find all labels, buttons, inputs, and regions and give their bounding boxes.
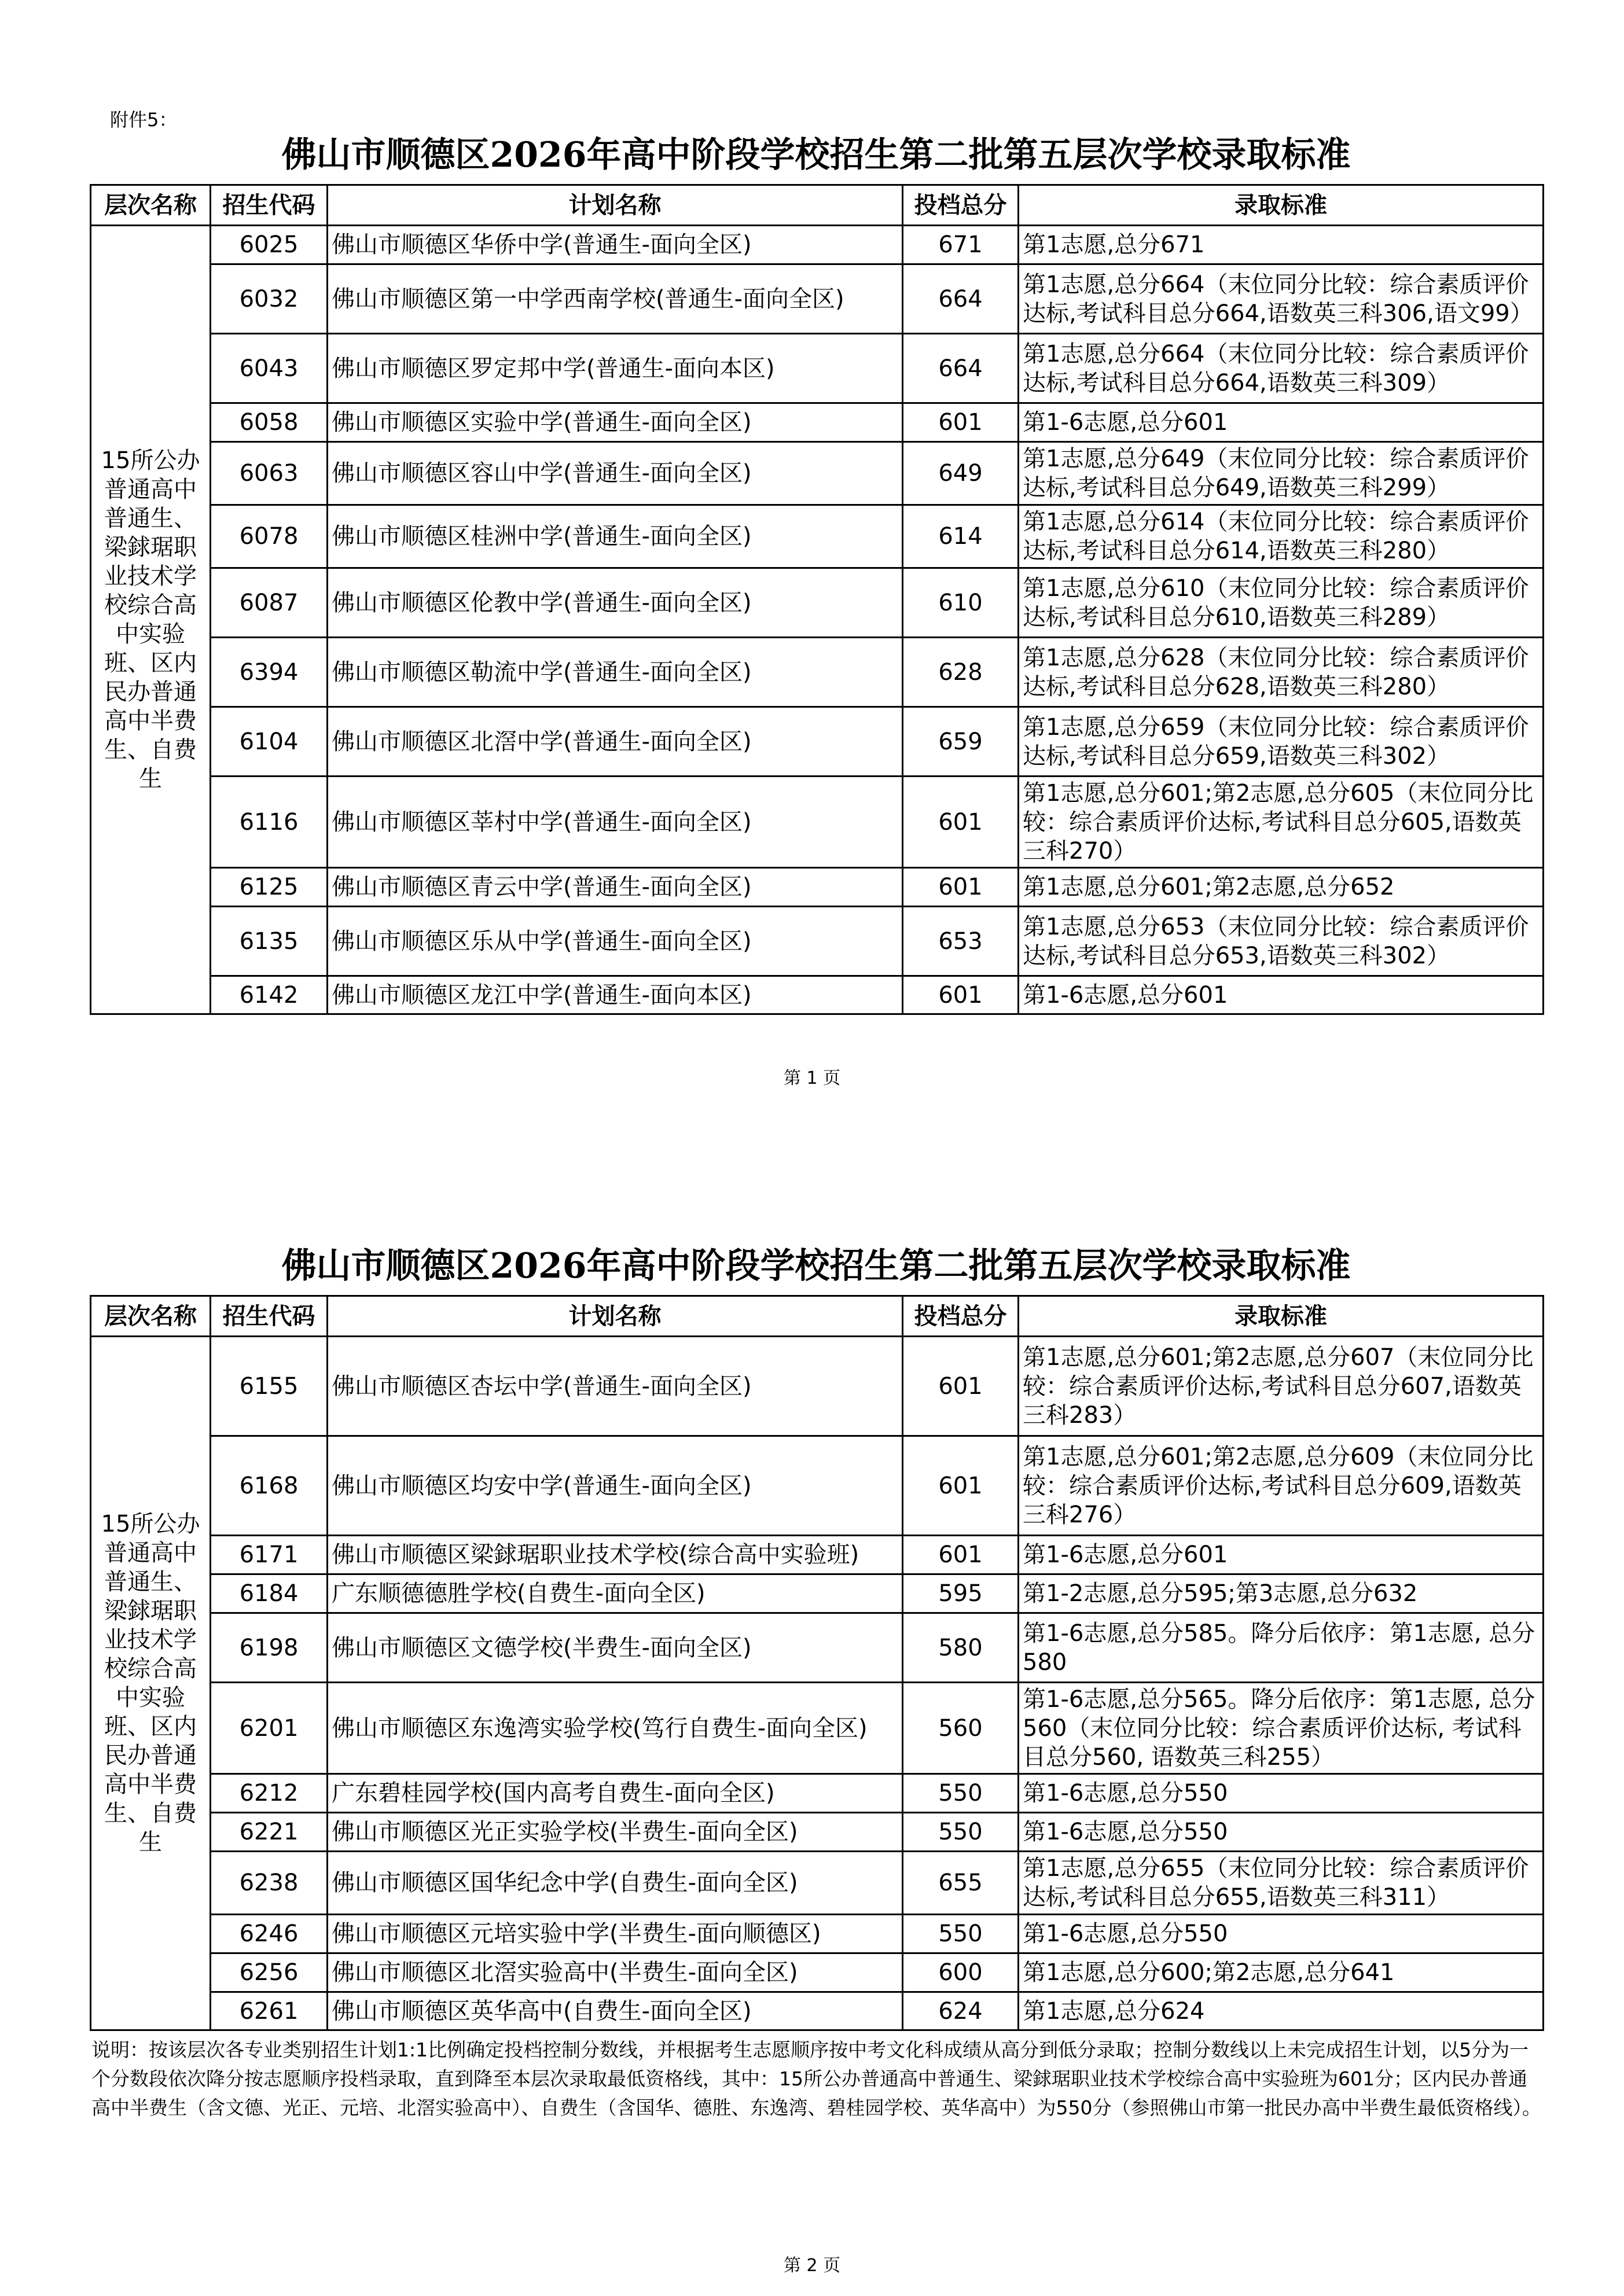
admission-standard: 第1志愿,总分664（末位同分比较：综合素质评价达标,考试科目总分664,语数英三科309）: [1019, 334, 1544, 403]
table-row: [91, 707, 1544, 777]
table-row: [91, 1813, 1544, 1852]
submission-score: 653: [903, 907, 1019, 976]
submission-score: 614: [903, 505, 1019, 568]
admission-standard: 第1-6志愿,总分601: [1019, 1536, 1544, 1574]
enrollment-code: 6125: [211, 868, 328, 907]
level-name-cell: 15所公办普通高中普通生、梁銶琚职业技术学校综合高中实验班、区内民办普通高中半费生、自费生: [91, 1337, 211, 2030]
enrollment-code: 6058: [211, 403, 328, 442]
table-row: [91, 1953, 1544, 1992]
admission-standard: 第1志愿,总分614（末位同分比较：综合素质评价达标,考试科目总分614,语数英三科280）: [1019, 505, 1544, 568]
plan-name: 佛山市顺德区桂洲中学(普通生-面向全区): [328, 505, 903, 568]
attachment-label: 附件5：: [110, 109, 178, 131]
admission-table-page-1: [90, 184, 1544, 1015]
admission-standard: 第1-6志愿,总分601: [1019, 976, 1544, 1014]
page-2-title: 佛山市顺德区2026年高中阶段学校招生第二批第五层次学校录取标准: [281, 1246, 1351, 1286]
admission-standard: 第1-6志愿,总分585。降分后依序：第1志愿, 总分580: [1019, 1613, 1544, 1683]
enrollment-code: 6087: [211, 568, 328, 638]
enrollment-code: 6104: [211, 707, 328, 777]
admission-standard: 第1志愿,总分601;第2志愿,总分652: [1019, 868, 1544, 907]
page-1-title: 佛山市顺德区2026年高中阶段学校招生第二批第五层次学校录取标准: [281, 135, 1351, 175]
table-row: [91, 1574, 1544, 1613]
header-score: 投档总分: [903, 185, 1019, 226]
enrollment-code: 6142: [211, 976, 328, 1014]
plan-name: 佛山市顺德区勒流中学(普通生-面向全区): [328, 638, 903, 707]
plan-name: 佛山市顺德区光正实验学校(半费生-面向全区): [328, 1813, 903, 1852]
page-1-footer: 第 1 页: [783, 1068, 841, 1088]
header-level: 层次名称: [91, 1296, 211, 1337]
admission-standard: 第1-6志愿,总分565。降分后依序：第1志愿, 总分560（末位同分比较：综合素质评价达标, 考试科目总分560, 语数英三科255）: [1019, 1683, 1544, 1774]
plan-name: 广东碧桂园学校(国内高考自费生-面向全区): [328, 1774, 903, 1813]
header-code: 招生代码: [211, 1296, 328, 1337]
admission-standard: 第1志愿,总分601;第2志愿,总分607（末位同分比较：综合素质评价达标,考试科目总分607,语数英三科283）: [1019, 1337, 1544, 1436]
admission-table-page-2: [90, 1295, 1544, 2031]
submission-score: 601: [903, 403, 1019, 442]
submission-score: 550: [903, 1813, 1019, 1852]
table-header-row: [91, 185, 1544, 226]
table-row: [91, 442, 1544, 505]
plan-name: 佛山市顺德区东逸湾实验学校(笃行自费生-面向全区): [328, 1683, 903, 1774]
enrollment-code: 6116: [211, 777, 328, 868]
table-header-row: [91, 1296, 1544, 1337]
header-plan-name: 计划名称: [328, 1296, 903, 1337]
plan-name: 佛山市顺德区均安中学(普通生-面向全区): [328, 1436, 903, 1536]
plan-name: 佛山市顺德区青云中学(普通生-面向全区): [328, 868, 903, 907]
plan-name: 佛山市顺德区乐从中学(普通生-面向全区): [328, 907, 903, 976]
admission-standard: 第1志愿,总分655（末位同分比较：综合素质评价达标,考试科目总分655,语数英三科311）: [1019, 1852, 1544, 1915]
admission-standard: 第1志愿,总分624: [1019, 1992, 1544, 2030]
submission-score: 610: [903, 568, 1019, 638]
submission-score: 600: [903, 1953, 1019, 1992]
plan-name: 广东顺德德胜学校(自费生-面向全区): [328, 1574, 903, 1613]
header-score: 投档总分: [903, 1296, 1019, 1337]
table-row: [91, 505, 1544, 568]
table-row: [91, 403, 1544, 442]
admission-standard: 第1-6志愿,总分601: [1019, 403, 1544, 442]
submission-score: 664: [903, 334, 1019, 403]
table-row: [91, 334, 1544, 403]
submission-score: 601: [903, 976, 1019, 1014]
table-row: [91, 1774, 1544, 1813]
plan-name: 佛山市顺德区莘村中学(普通生-面向全区): [328, 777, 903, 868]
header-plan-name: 计划名称: [328, 185, 903, 226]
table-row: [91, 907, 1544, 976]
admission-standard: 第1志愿,总分649（末位同分比较：综合素质评价达标,考试科目总分649,语数英三科299）: [1019, 442, 1544, 505]
submission-score: 601: [903, 1436, 1019, 1536]
enrollment-code: 6246: [211, 1915, 328, 1953]
page-2-footer: 第 2 页: [783, 2255, 841, 2276]
plan-name: 佛山市顺德区杏坛中学(普通生-面向全区): [328, 1337, 903, 1436]
submission-score: 601: [903, 1337, 1019, 1436]
table-row: [91, 1613, 1544, 1683]
plan-name: 佛山市顺德区国华纪念中学(自费生-面向全区): [328, 1852, 903, 1915]
table-row: [91, 1436, 1544, 1536]
enrollment-code: 6135: [211, 907, 328, 976]
enrollment-code: 6155: [211, 1337, 328, 1436]
plan-name: 佛山市顺德区第一中学西南学校(普通生-面向全区): [328, 264, 903, 334]
table-row: [91, 568, 1544, 638]
plan-name: 佛山市顺德区英华高中(自费生-面向全区): [328, 1992, 903, 2030]
plan-name: 佛山市顺德区实验中学(普通生-面向全区): [328, 403, 903, 442]
table-row: [91, 1915, 1544, 1953]
enrollment-code: 6201: [211, 1683, 328, 1774]
table-row: [91, 226, 1544, 264]
header-level: 层次名称: [91, 185, 211, 226]
submission-score: 664: [903, 264, 1019, 334]
header-standard: 录取标准: [1019, 185, 1544, 226]
table-row: [91, 976, 1544, 1014]
submission-score: 649: [903, 442, 1019, 505]
table-row: [91, 638, 1544, 707]
plan-name: 佛山市顺德区华侨中学(普通生-面向全区): [328, 226, 903, 264]
enrollment-code: 6025: [211, 226, 328, 264]
plan-name: 佛山市顺德区伦教中学(普通生-面向全区): [328, 568, 903, 638]
plan-name: 佛山市顺德区元培实验中学(半费生-面向顺德区): [328, 1915, 903, 1953]
plan-name: 佛山市顺德区龙江中学(普通生-面向本区): [328, 976, 903, 1014]
admission-standard: 第1志愿,总分601;第2志愿,总分609（末位同分比较：综合素质评价达标,考试科目总分609,语数英三科276）: [1019, 1436, 1544, 1536]
submission-score: 655: [903, 1852, 1019, 1915]
admission-standard: 第1志愿,总分601;第2志愿,总分605（末位同分比较：综合素质评价达标,考试科目总分605,语数英三科270）: [1019, 777, 1544, 868]
submission-score: 560: [903, 1683, 1019, 1774]
plan-name: 佛山市顺德区文德学校(半费生-面向全区): [328, 1613, 903, 1683]
enrollment-code: 6043: [211, 334, 328, 403]
enrollment-code: 6221: [211, 1813, 328, 1852]
table-row: [91, 777, 1544, 868]
enrollment-code: 6394: [211, 638, 328, 707]
enrollment-code: 6238: [211, 1852, 328, 1915]
submission-score: 580: [903, 1613, 1019, 1683]
enrollment-code: 6184: [211, 1574, 328, 1613]
admission-standard: 第1志愿,总分600;第2志愿,总分641: [1019, 1953, 1544, 1992]
table-row: [91, 1536, 1544, 1574]
table-row: [91, 1683, 1544, 1774]
header-code: 招生代码: [211, 185, 328, 226]
submission-score: 601: [903, 868, 1019, 907]
enrollment-code: 6171: [211, 1536, 328, 1574]
submission-score: 659: [903, 707, 1019, 777]
plan-name: 佛山市顺德区容山中学(普通生-面向全区): [328, 442, 903, 505]
admission-standard: 第1-6志愿,总分550: [1019, 1774, 1544, 1813]
table-row: [91, 1852, 1544, 1915]
enrollment-code: 6032: [211, 264, 328, 334]
plan-name: 佛山市顺德区北滘实验高中(半费生-面向全区): [328, 1953, 903, 1992]
submission-score: 550: [903, 1915, 1019, 1953]
submission-score: 624: [903, 1992, 1019, 2030]
admission-standard: 第1-6志愿,总分550: [1019, 1813, 1544, 1852]
enrollment-code: 6168: [211, 1436, 328, 1536]
plan-name: 佛山市顺德区罗定邦中学(普通生-面向本区): [328, 334, 903, 403]
submission-score: 550: [903, 1774, 1019, 1813]
enrollment-code: 6256: [211, 1953, 328, 1992]
enrollment-code: 6261: [211, 1992, 328, 2030]
admission-standard: 第1-2志愿,总分595;第3志愿,总分632: [1019, 1574, 1544, 1613]
enrollment-code: 6063: [211, 442, 328, 505]
table-row: [91, 1992, 1544, 2030]
enrollment-code: 6212: [211, 1774, 328, 1813]
plan-name: 佛山市顺德区北滘中学(普通生-面向全区): [328, 707, 903, 777]
header-standard: 录取标准: [1019, 1296, 1544, 1337]
admission-standard: 第1志愿,总分664（末位同分比较：综合素质评价达标,考试科目总分664,语数英三科306,语文99）: [1019, 264, 1544, 334]
plan-name: 佛山市顺德区梁銶琚职业技术学校(综合高中实验班): [328, 1536, 903, 1574]
level-name-cell: 15所公办普通高中普通生、梁銶琚职业技术学校综合高中实验班、区内民办普通高中半费生、自费生: [91, 226, 211, 1014]
table-row: [91, 868, 1544, 907]
submission-score: 595: [903, 1574, 1019, 1613]
enrollment-code: 6198: [211, 1613, 328, 1683]
admission-standard: 第1志愿,总分671: [1019, 226, 1544, 264]
table-row: [91, 264, 1544, 334]
admission-standard: 第1志愿,总分659（末位同分比较：综合素质评价达标,考试科目总分659,语数英三科302）: [1019, 707, 1544, 777]
admission-standard: 第1志愿,总分628（末位同分比较：综合素质评价达标,考试科目总分628,语数英三科280）: [1019, 638, 1544, 707]
submission-score: 628: [903, 638, 1019, 707]
explanation-note: 说明：按该层次各专业类别招生计划1:1比例确定投档控制分数线，并根据考生志愿顺序按中考文化科成绩从高分到低分录取；控制分数线以上未完成招生计划，以5分为一个分数段依次降分按志愿顺序投档录取，直到降至本层次录取最低资格线，其中：15所公办普通高中普通生、梁銶琚职业技术学校综合高中实验班为601分；区内民办普通高中半费生（含文德、光正、元培、北滘实验高中）、自费生（含国华、德胜、东逸湾、碧桂园学校、英华高中）为550分（参照佛山市第一批民办高中半费生最低资格线）。: [91, 2039, 1541, 2119]
submission-score: 601: [903, 1536, 1019, 1574]
submission-score: 671: [903, 226, 1019, 264]
admission-standard: 第1志愿,总分610（末位同分比较：综合素质评价达标,考试科目总分610,语数英三科289）: [1019, 568, 1544, 638]
table-row: [91, 1337, 1544, 1436]
submission-score: 601: [903, 777, 1019, 868]
admission-standard: 第1志愿,总分653（末位同分比较：综合素质评价达标,考试科目总分653,语数英三科302）: [1019, 907, 1544, 976]
admission-standard: 第1-6志愿,总分550: [1019, 1915, 1544, 1953]
enrollment-code: 6078: [211, 505, 328, 568]
